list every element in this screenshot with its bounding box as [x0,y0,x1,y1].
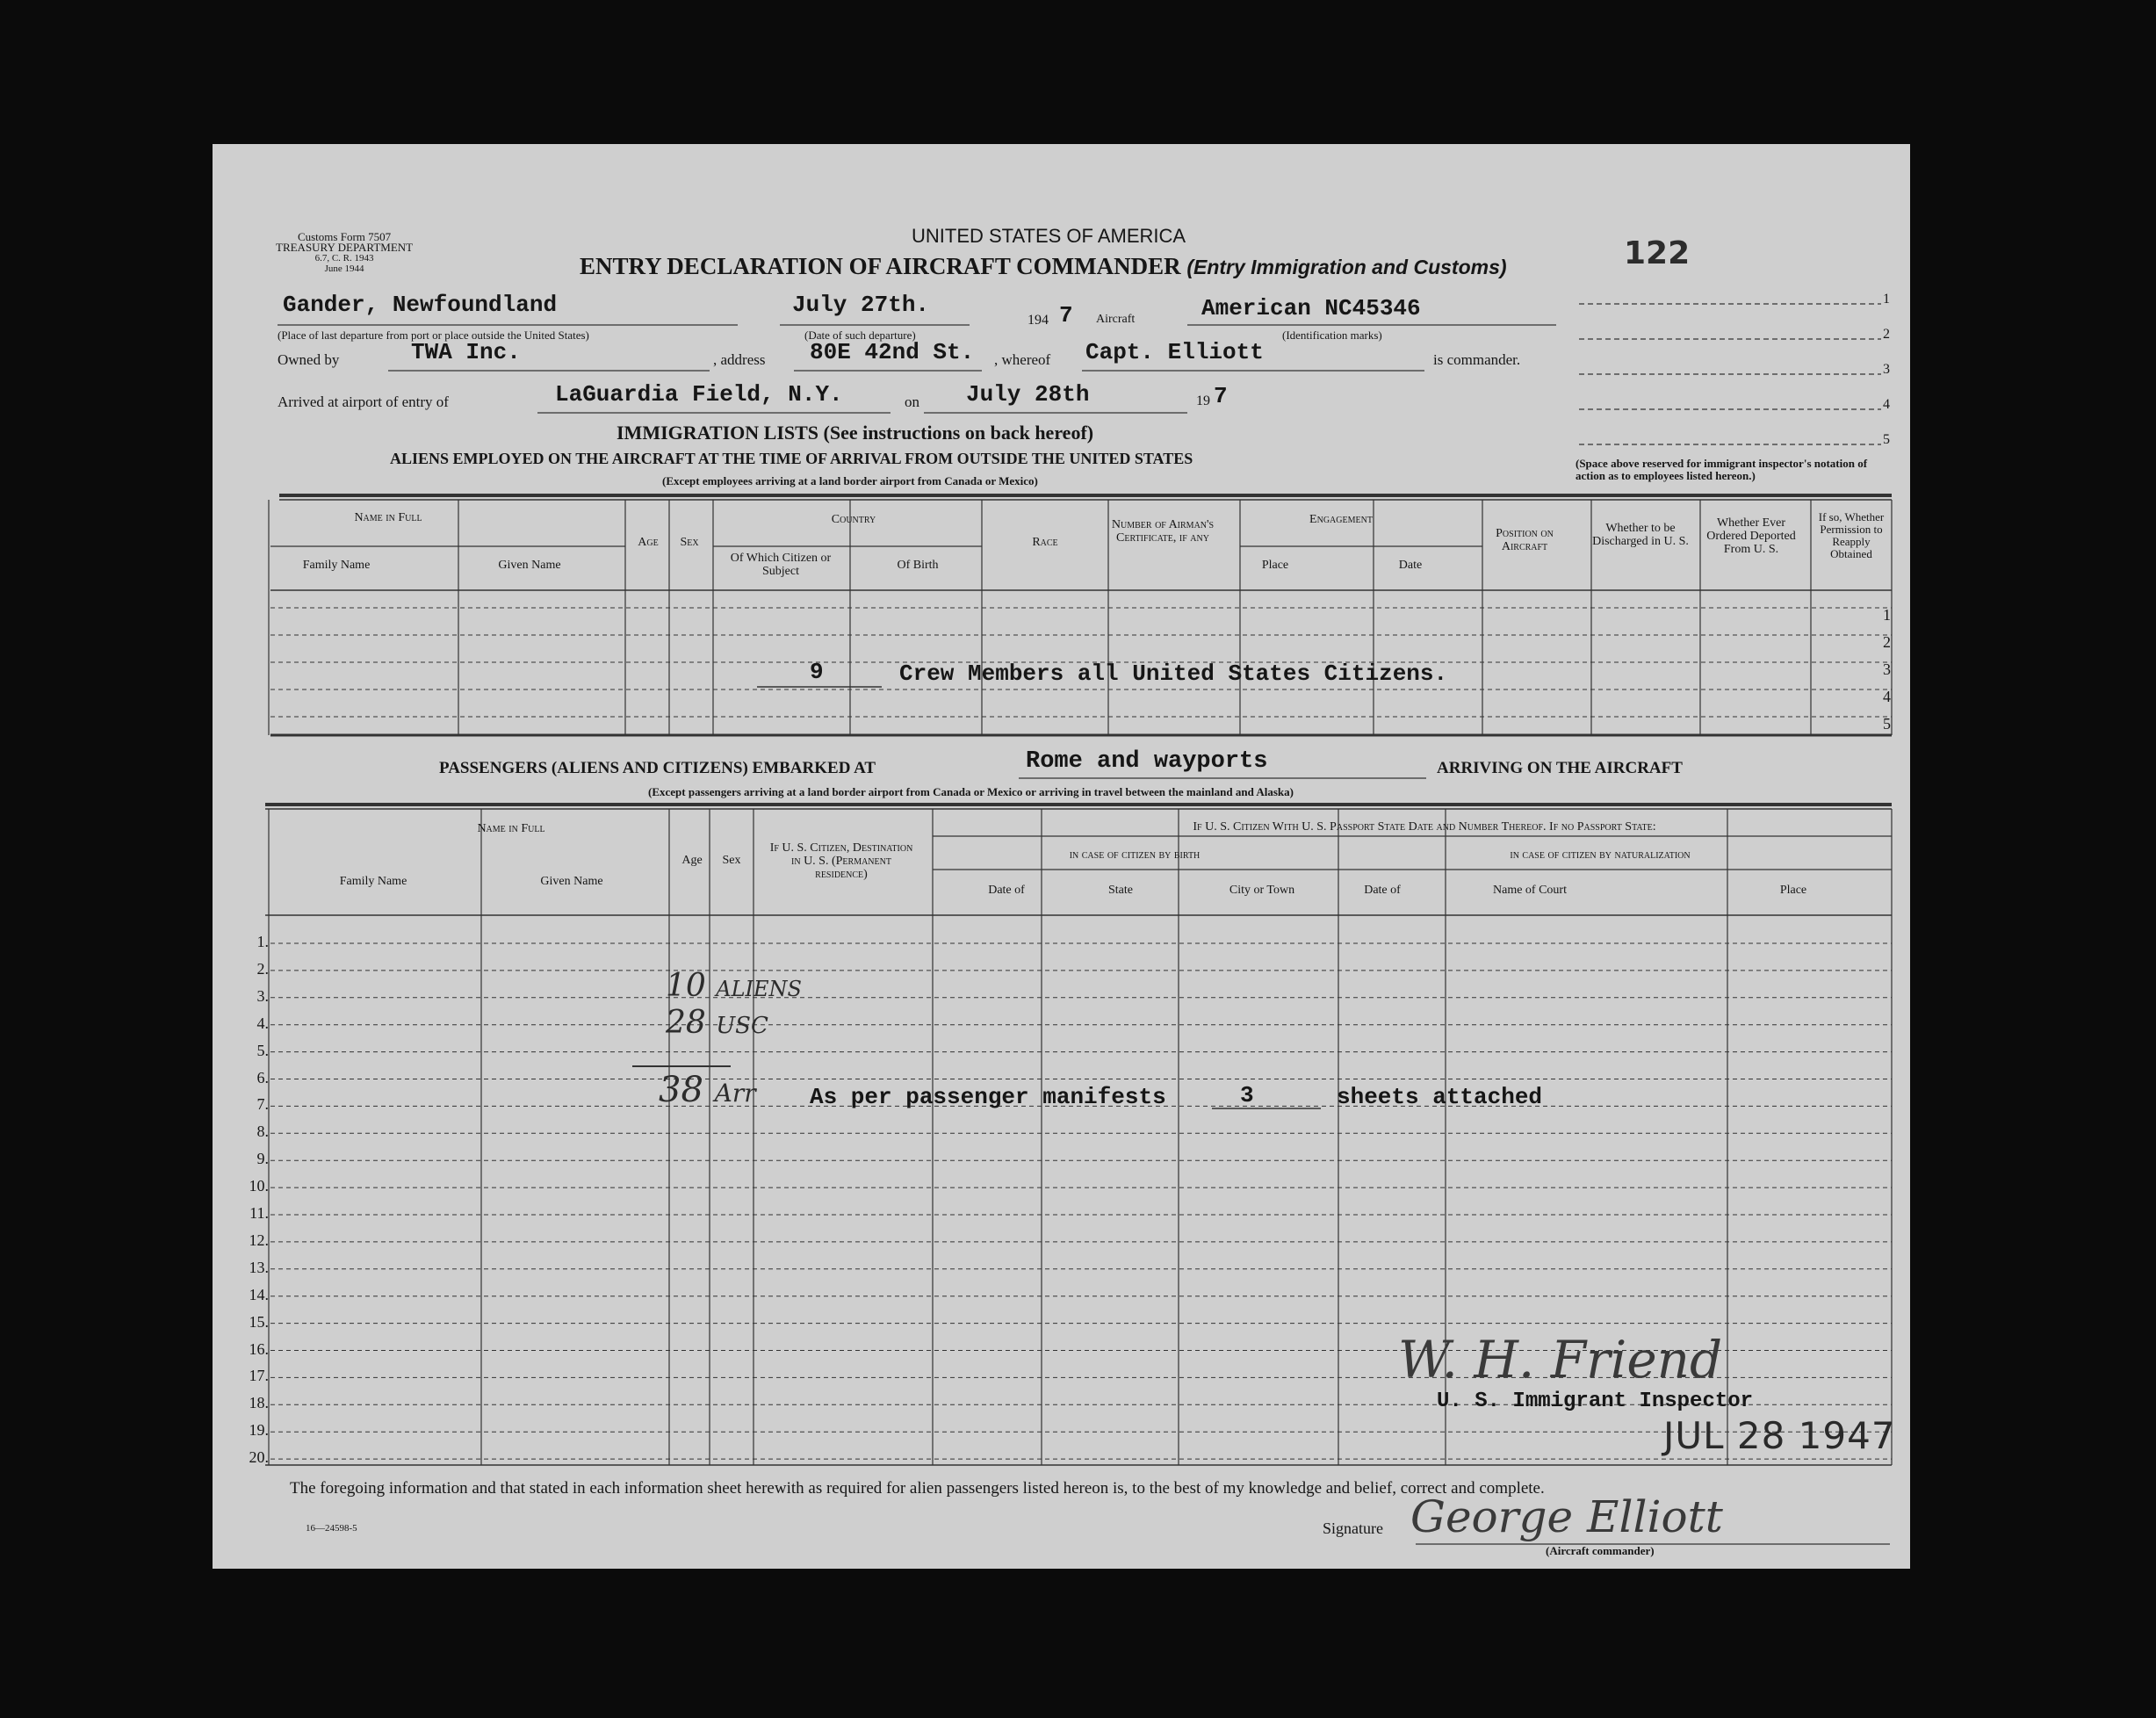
col-deported: Whether Ever Ordered Deported From U. S. [1706,516,1796,556]
tally-usc-count: 28 [666,1005,706,1041]
whereof-label: , whereof [994,351,1051,368]
passenger-row-number: 16. [249,1339,269,1358]
passengers-label-left: PASSENGERS (ALIENS AND CITIZENS) EMBARKED AT [439,759,876,777]
commander-signature: George Elliott [1410,1491,1723,1542]
col-name-in-full: Name in Full [477,822,545,835]
aircraft-id: American NC45346 [1201,295,1421,321]
col-given-name: Given Name [498,559,561,572]
col-citizen-of: Of Which Citizen or Subject [730,552,832,578]
arrived-label: Arrived at airport of entry of [278,393,449,410]
year-digit-1: 7 [1059,302,1073,328]
employee-row-number: 5 [1883,715,1891,733]
owner-address: 80E 42nd St. [810,339,975,365]
col-nat-court: Name of Court [1493,884,1567,897]
tally-total [659,1070,756,1110]
col-engagement: Engagement [1309,513,1373,526]
passenger-row-number: 13. [249,1258,269,1276]
col-destination: If U. S. Citizen, Destination in U. S. (Permanent residence) [769,841,913,881]
passenger-row-number: 18. [249,1394,269,1412]
on-label: on [905,393,919,410]
passenger-row-number: 8. [256,1122,269,1141]
tally-total-label: Arr [714,1079,756,1108]
tally-aliens-label: ALIENS [716,977,802,1001]
reserved-line-number: 1 [1883,292,1890,307]
reserved-line-number: 5 [1883,432,1890,447]
reserved-note: (Space above reserved for immigrant inspector's notation of action as to employees listed hereon.) [1576,457,1868,482]
immigration-subtitle: ALIENS EMPLOYED ON THE AIRCRAFT AT THE TIME OF ARRIVAL FROM OUTSIDE THE UNITED STATES [390,450,1193,467]
inspector-signature: W. H. Friend [1398,1330,1723,1390]
tally-aliens-count: 10 [666,968,706,1004]
passenger-row-number: 15. [249,1312,269,1331]
col-birth-date-of: Date of [988,884,1025,897]
form-id-line: 6.7, C. R. 1943 [314,253,374,263]
passenger-row-number: 1. [256,933,269,950]
passenger-row-number: 5. [256,1041,269,1059]
manifest-prefix: As per passenger manifests [810,1084,1166,1110]
passenger-row-number: 4. [256,1014,269,1032]
col-engagement-place: Place [1261,559,1289,572]
employee-row-number: 1 [1883,606,1891,624]
reserved-line-number: 2 [1883,327,1890,342]
tally-usc-label: USC [716,1013,768,1039]
form-title-main: ENTRY DECLARATION OF AIRCRAFT COMMANDER [580,253,1181,279]
tally-aliens [666,968,802,1004]
col-by-birth: in case of citizen by birth [1069,848,1201,862]
passenger-row-number: 17. [249,1367,269,1385]
employee-row-number: 4 [1883,688,1891,705]
passenger-row-number: 14. [249,1285,269,1303]
col-permission: If so, Whether Permission to Reapply Obtained [1818,510,1885,560]
crew-count: 9 [810,659,824,685]
year-prefix-1: 194 [1028,313,1049,328]
passenger-row-number: 3. [256,986,269,1005]
departure-place-caption: (Place of last departure from port or place outside the United States) [278,328,589,342]
year-digit-2: 7 [1214,383,1228,409]
passengers-label-right: ARRIVING ON THE AIRCRAFT [1437,759,1683,777]
passenger-row-number: 10. [249,1177,269,1195]
commander-suffix: is commander. [1433,351,1521,368]
passenger-row-number: 9. [256,1150,269,1168]
crew-statement: Crew Members all United States Citizens. [899,660,1448,687]
employee-row-number: 2 [1883,633,1891,651]
passenger-row-number: 6. [256,1068,269,1086]
col-of-birth: Of Birth [897,559,939,572]
col-airman-cert: Number of Airman's Certificate, if any [1111,518,1215,545]
tally-usc [666,1005,768,1041]
passenger-row-number: 20. [249,1448,269,1467]
aircraft-caption: (Identification marks) [1282,328,1382,342]
tally-total-count: 38 [659,1070,703,1110]
reserved-line-number: 3 [1883,362,1890,377]
col-sex: Sex [722,854,741,867]
signature-caption: (Aircraft commander) [1546,1544,1655,1557]
departure-date: July 27th. [792,292,930,318]
arrival-airport: LaGuardia Field, N.Y. [555,381,843,408]
year-prefix-2: 19 [1196,393,1210,408]
col-family-name: Family Name [339,875,407,888]
form-id-line: Customs Form 7507 [297,230,392,243]
manifest-count: 3 [1240,1082,1254,1108]
col-by-naturalization: in case of citizen by naturalization [1510,848,1691,862]
address-label: , address [713,351,766,368]
passenger-row-number: 19. [249,1421,269,1440]
col-country: Country [831,513,876,526]
col-sex: Sex [680,536,699,549]
departure-place: Gander, Newfoundland [283,292,558,318]
print-code: 16—24598-5 [306,1523,357,1534]
embarked-at: Rome and wayports [1026,748,1268,775]
col-age: Age [638,536,659,549]
passenger-row-number: 7. [256,1095,269,1114]
passengers-note: (Except passengers arriving at a land border airport from Canada or Mexico or arriving in travel between the mainland and Alaska) [648,785,1294,798]
col-race: Race [1032,536,1058,549]
country-heading: UNITED STATES OF AMERICA [912,225,1186,247]
form-id-line: June 1944 [324,263,364,274]
owned-by-label: Owned by [278,351,340,368]
inspector-stamp-date: JUL 28 1947 [1663,1414,1896,1457]
col-passport: If U. S. Citizen With U. S. Passport State Date and Number Thereof. If no Passport State: [1193,820,1656,834]
certification-text: The foregoing information and that stated in each information sheet herewith as required for alien passengers listed hereon is, to the best of my knowledge and belief, correct and complete. [290,1479,1545,1498]
departure-date-caption: (Date of such departure) [804,328,916,342]
aircraft-label: Aircraft [1096,313,1136,326]
form-title-paren: (Entry Immigration and Customs) [1186,256,1507,278]
employee-row-number: 3 [1883,660,1891,678]
immigration-title: IMMIGRATION LISTS (See instructions on back hereof) [617,422,1094,444]
signature-label: Signature [1323,1519,1383,1537]
reserved-line-number: 4 [1883,397,1890,412]
col-position: Position on Aircraft [1496,527,1554,553]
col-birth-city: City or Town [1229,884,1295,897]
col-nat-date-of: Date of [1364,884,1401,897]
form-sheet [213,144,1910,1569]
manifest-suffix: sheets attached [1337,1084,1543,1110]
col-age: Age [681,854,703,867]
passenger-row-number: 11. [249,1204,269,1222]
inspector-title: U. S. Immigrant Inspector [1437,1390,1754,1413]
passenger-row-number: 2. [256,959,269,978]
col-given-name: Given Name [540,875,603,888]
col-family-name: Family Name [302,559,371,572]
col-birth-state: State [1108,884,1133,897]
commander-name: Capt. Elliott [1085,339,1264,365]
col-discharged: Whether to be Discharged in U. S. [1592,522,1689,548]
sheet-number: 122 [1624,235,1691,271]
col-engagement-date: Date [1398,559,1423,572]
col-name-in-full: Name in Full [354,511,422,524]
arrival-date: July 28th [966,381,1090,408]
immigration-note: (Except employees arriving at a land border airport from Canada or Mexico) [662,474,1038,487]
col-nat-place: Place [1779,884,1807,897]
owner: TWA Inc. [411,339,521,365]
form-id-block [276,232,413,274]
passenger-row-number: 12. [249,1231,269,1249]
form-title [580,253,1507,280]
form-id-line: TREASURY DEPARTMENT [276,241,414,254]
